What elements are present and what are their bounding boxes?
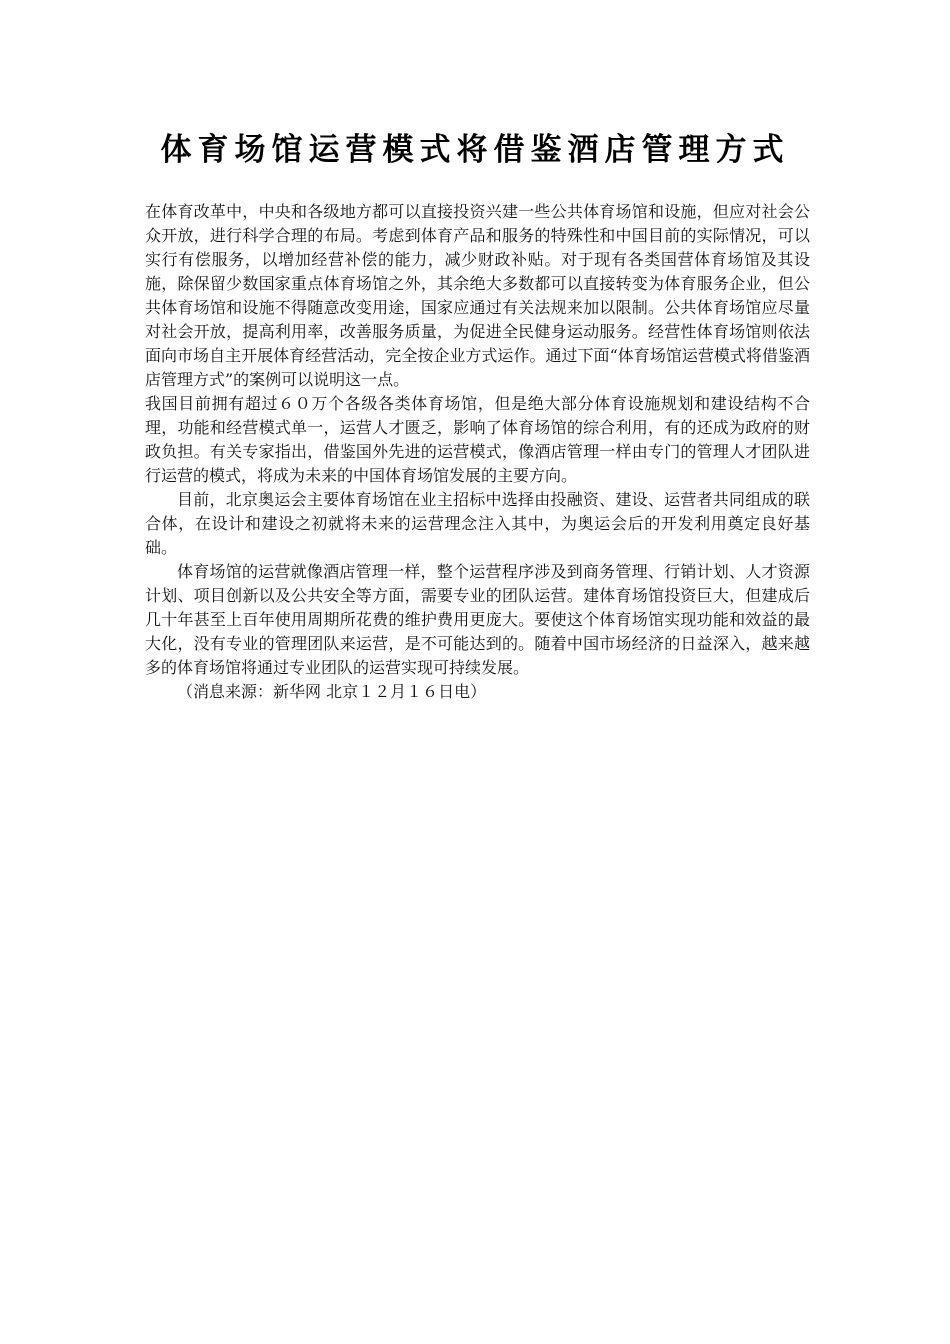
paragraph-source: （消息来源：新华网 北京１２月１６日电） <box>177 682 487 701</box>
document-title: 体育场馆运营模式将借鉴酒店管理方式 <box>160 132 790 168</box>
paragraph-olympics: 目前，北京奥运会主要体育场馆在业主招标中选择由投融资、建设、运营者共同组成的联合体，在设计和建设之初就将未来的运营理念注入其中，为奥运会后的开发利用奠定良好基础。 <box>145 490 810 557</box>
paragraph-stadium-count: 我国目前拥有超过６０万个各级各类体育场馆，但是绝大部分体育设施规划和建设结构不合理，功能和经营模式单一，运营人才匮乏，影响了体育场馆的综合利用，有的还成为政府的财政负担。有关专家指出，借鉴国外先进的运营模式，像酒店管理一样由专门的管理人才团队进行运营的模式，将成为未来的中国体育场馆发展的主要方向。 <box>145 394 810 485</box>
paragraph-intro: 在体育改革中，中央和各级地方都可以直接投资兴建一些公共体育场馆和设施，但应对社会公众开放，进行科学合理的布局。考虑到体育产品和服务的特殊性和中国目前的实际情况，可以实行有偿服务，以增加经营补偿的能力，减少财政补贴。对于现有各类国营体育场馆及其设施，除保留少数国家重点体育场馆之外，其余绝大多数都可以直接转变为体育服务企业，但公共体育场馆和设施不得随意改变用途，国家应通过有关法规来加以限制。公共体育场馆应尽量对社会开放，提高利用率，改善服务质量，为促进全民健身运动服务。经营性体育场馆则依法面向市场自主开展体育经营活动，完全按企业方式运作。通过下面“体育场馆运营模式将借鉴酒店管理方式”的案例可以说明这一点。 <box>145 202 810 389</box>
document-body <box>145 200 810 704</box>
paragraph-operation: 体育场馆的运营就像酒店管理一样，整个运营程序涉及到商务管理、行销计划、人才资源计划、项目创新以及公共安全等方面，需要专业的团队运营。建体育场馆投资巨大，但建成后几十年甚至上百年使用周期所花费的维护费用更庞大。要使这个体育场馆实现功能和效益的最大化，没有专业的管理团队来运营，是不可能达到的。随着中国市场经济的日益深入，越来越多的体育场馆将通过专业团队的运营实现可持续发展。 <box>145 562 810 677</box>
